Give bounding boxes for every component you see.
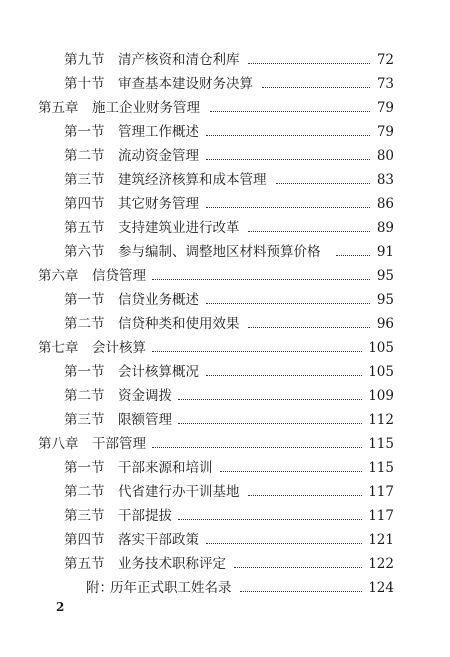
toc-entry-page: 105 — [368, 364, 394, 380]
toc-entry — [0, 410, 450, 430]
toc-leader-dots — [206, 135, 370, 136]
toc-entry-page: 79 — [376, 124, 394, 140]
toc-entry-title: 信贷管理 — [92, 268, 146, 284]
toc-entry — [0, 170, 450, 190]
toc-entry-label: 第二节 — [64, 148, 105, 164]
toc-entry — [0, 98, 450, 118]
toc-entry — [0, 578, 450, 598]
toc-entry-page: 91 — [376, 244, 394, 260]
toc-entry — [0, 194, 450, 214]
toc-entry-title: 代省建行办干训基地 — [118, 484, 240, 500]
toc-entry-label: 第六章 — [38, 268, 79, 284]
toc-entry-label: 第一节 — [64, 364, 105, 380]
toc-entry-title: 干部来源和培训 — [118, 460, 213, 476]
toc-leader-dots — [206, 207, 370, 208]
toc-entry — [0, 74, 450, 94]
toc-entry-label: 第七章 — [38, 340, 79, 356]
toc-entry-label: 第三节 — [64, 508, 105, 524]
toc-entry — [0, 386, 450, 406]
toc-entry — [0, 554, 450, 574]
page-number: 2 — [56, 600, 65, 614]
toc-leader-dots — [262, 87, 370, 88]
toc-entry-title: 落实干部政策 — [118, 532, 199, 548]
toc-entry-page: 95 — [376, 268, 394, 284]
toc-entry-label: 第八章 — [38, 436, 79, 452]
toc-entry-title: 历年正式职工姓名录 — [110, 580, 232, 596]
toc-entry-page: 86 — [376, 196, 394, 212]
toc-entry-label: 第一节 — [64, 460, 105, 476]
toc-entry-title: 资金调拨 — [118, 388, 172, 404]
toc-entry-title: 施工企业财务管理 — [92, 100, 200, 116]
toc-leader-dots — [276, 183, 370, 184]
toc-entry-page: 122 — [368, 556, 394, 572]
toc-entry-label: 第二节 — [64, 316, 105, 332]
toc-entry-page: 83 — [376, 172, 394, 188]
toc-entry — [0, 266, 450, 286]
toc-entry — [0, 530, 450, 550]
toc-entry-title: 审查基本建设财务决算 — [118, 76, 253, 92]
toc-entry-title: 会计核算 — [92, 340, 146, 356]
toc-leader-dots — [206, 303, 370, 304]
toc-entry-title: 流动资金管理 — [118, 148, 199, 164]
toc-entry-label: 第二节 — [64, 388, 105, 404]
toc-entry-page: 96 — [376, 316, 394, 332]
toc-entry-page: 115 — [368, 460, 394, 476]
toc-entry-title: 信贷业务概述 — [118, 292, 199, 308]
toc-entry-page: 121 — [368, 532, 394, 548]
toc-entry-title: 其它财务管理 — [118, 196, 199, 212]
toc-entry-page: 109 — [368, 388, 394, 404]
toc-entry-label: 第二节 — [64, 484, 105, 500]
toc-leader-dots — [206, 375, 362, 376]
toc-entry-title: 清产核资和清仓利库 — [118, 52, 240, 68]
toc-entry — [0, 50, 450, 70]
toc-entry — [0, 122, 450, 142]
toc-leader-dots — [178, 519, 362, 520]
toc-leader-dots — [206, 543, 362, 544]
toc-leader-dots — [206, 159, 370, 160]
toc-entry-title: 干部管理 — [92, 436, 146, 452]
toc-entry — [0, 242, 450, 262]
toc-leader-dots — [248, 231, 370, 232]
toc-leader-dots — [178, 399, 362, 400]
toc-entry-label: 第九节 — [64, 52, 105, 68]
toc-leader-dots — [248, 63, 370, 64]
toc-entry-page: 79 — [376, 100, 394, 116]
toc-entry — [0, 146, 450, 166]
toc-entry-label: 第五节 — [64, 220, 105, 236]
toc-leader-dots — [240, 591, 362, 592]
toc-leader-dots — [152, 447, 362, 448]
toc-leader-dots — [152, 279, 370, 280]
toc-leader-dots — [210, 111, 370, 112]
toc-entry-label: 第四节 — [64, 196, 105, 212]
toc-entry-label: 第三节 — [64, 172, 105, 188]
toc-leader-dots — [152, 351, 362, 352]
toc-entry-label: 第六节 — [64, 244, 105, 260]
toc-entry-label: 第一节 — [64, 292, 105, 308]
toc-entry — [0, 362, 450, 382]
toc-entry — [0, 458, 450, 478]
toc-entry-label: 第五章 — [38, 100, 79, 116]
toc-entry-page: 80 — [376, 148, 394, 164]
toc-entry-page: 115 — [368, 436, 394, 452]
toc-leader-dots — [178, 423, 362, 424]
toc-entry-title: 会计核算概况 — [118, 364, 199, 380]
toc-entry — [0, 482, 450, 502]
toc-entry — [0, 434, 450, 454]
toc-entry — [0, 218, 450, 238]
toc-entry-title: 建筑经济核算和成本管理 — [118, 172, 267, 188]
toc-entry-page: 72 — [376, 52, 394, 68]
toc-entry — [0, 338, 450, 358]
toc-entry-title: 支持建筑业进行改革 — [118, 220, 240, 236]
toc-entry — [0, 290, 450, 310]
toc-leader-dots — [336, 255, 370, 256]
toc-entry-page: 105 — [368, 340, 394, 356]
toc-entry-page: 73 — [376, 76, 394, 92]
toc-entry-title: 干部提拔 — [118, 508, 172, 524]
toc-entry-label: 第五节 — [64, 556, 105, 572]
toc-entry-page: 117 — [368, 484, 394, 500]
toc-entry-page: 89 — [376, 220, 394, 236]
toc-leader-dots — [248, 495, 362, 496]
toc-entry-page: 95 — [376, 292, 394, 308]
toc-entry-title: 限额管理 — [118, 412, 172, 428]
toc-entry-label: 第四节 — [64, 532, 105, 548]
toc-entry — [0, 314, 450, 334]
toc-entry-label: 第十节 — [64, 76, 105, 92]
toc-entry-title: 业务技术职称评定 — [118, 556, 226, 572]
toc-entry-page: 124 — [368, 580, 394, 596]
toc-entry-title: 管理工作概述 — [118, 124, 199, 140]
toc-leader-dots — [234, 567, 362, 568]
toc-entry — [0, 506, 450, 526]
toc-entry-page: 117 — [368, 508, 394, 524]
toc-entry-label: 附： — [86, 580, 113, 596]
toc-entry-title: 信贷种类和使用效果 — [118, 316, 240, 332]
toc-leader-dots — [220, 471, 362, 472]
toc-entry-page: 112 — [368, 412, 394, 428]
toc-entry-title: 参与编制、调整地区材料预算价格 — [118, 244, 321, 260]
toc-leader-dots — [248, 327, 370, 328]
toc-entry-label: 第三节 — [64, 412, 105, 428]
toc-entry-label: 第一节 — [64, 124, 105, 140]
